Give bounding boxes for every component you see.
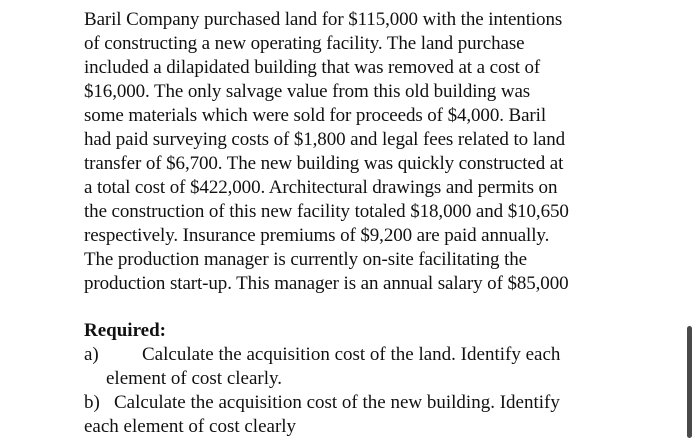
requirement-b [84,391,644,439]
requirement-a-text-line1: Calculate the acquisition cost of the land. Identify each [142,344,561,365]
paragraph-line: transfer of $6,700. The new building was quickly constructed at [84,153,564,174]
document-body [84,8,644,439]
paragraph-line: had paid surveying costs of $1,800 and legal fees related to land [84,129,566,150]
paragraph-line: included a dilapidated building that was removed at a cost of [84,57,541,78]
paragraph-line: The production manager is currently on-site facilitating the [84,249,527,270]
requirement-b-text-line1: Calculate the acquisition cost of the new building. Identify [114,392,560,413]
paragraph-line: a total cost of $422,000. Architectural drawings and permits on [84,177,558,198]
requirement-b-text-line2: each element of cost clearly [84,416,297,437]
paragraph-line: respectively. Insurance premiums of $9,200 are paid annually. [84,225,550,246]
required-heading: Required: [84,320,166,341]
paragraph-line: $16,000. The only salvage value from this old building was [84,81,531,102]
requirement-a [84,343,644,391]
paragraph-line: the construction of this new facility totaled $18,000 and $10,650 [84,201,569,222]
vertical-scrollbar[interactable] [687,326,692,438]
problem-paragraph [84,8,644,296]
requirement-a-text-line2: element of cost clearly. [106,368,283,389]
paragraph-line: some materials which were sold for proceeds of $4,000. Baril [84,105,547,126]
requirement-a-label: a) [84,344,99,365]
paragraph-line: production start-up. This manager is an annual salary of $85,000 [84,273,569,294]
requirement-b-label: b) [84,392,100,413]
paragraph-line: of constructing a new operating facility. The land purchase [84,33,525,54]
paragraph-line: Baril Company purchased land for $115,000 with the intentions [84,9,563,30]
